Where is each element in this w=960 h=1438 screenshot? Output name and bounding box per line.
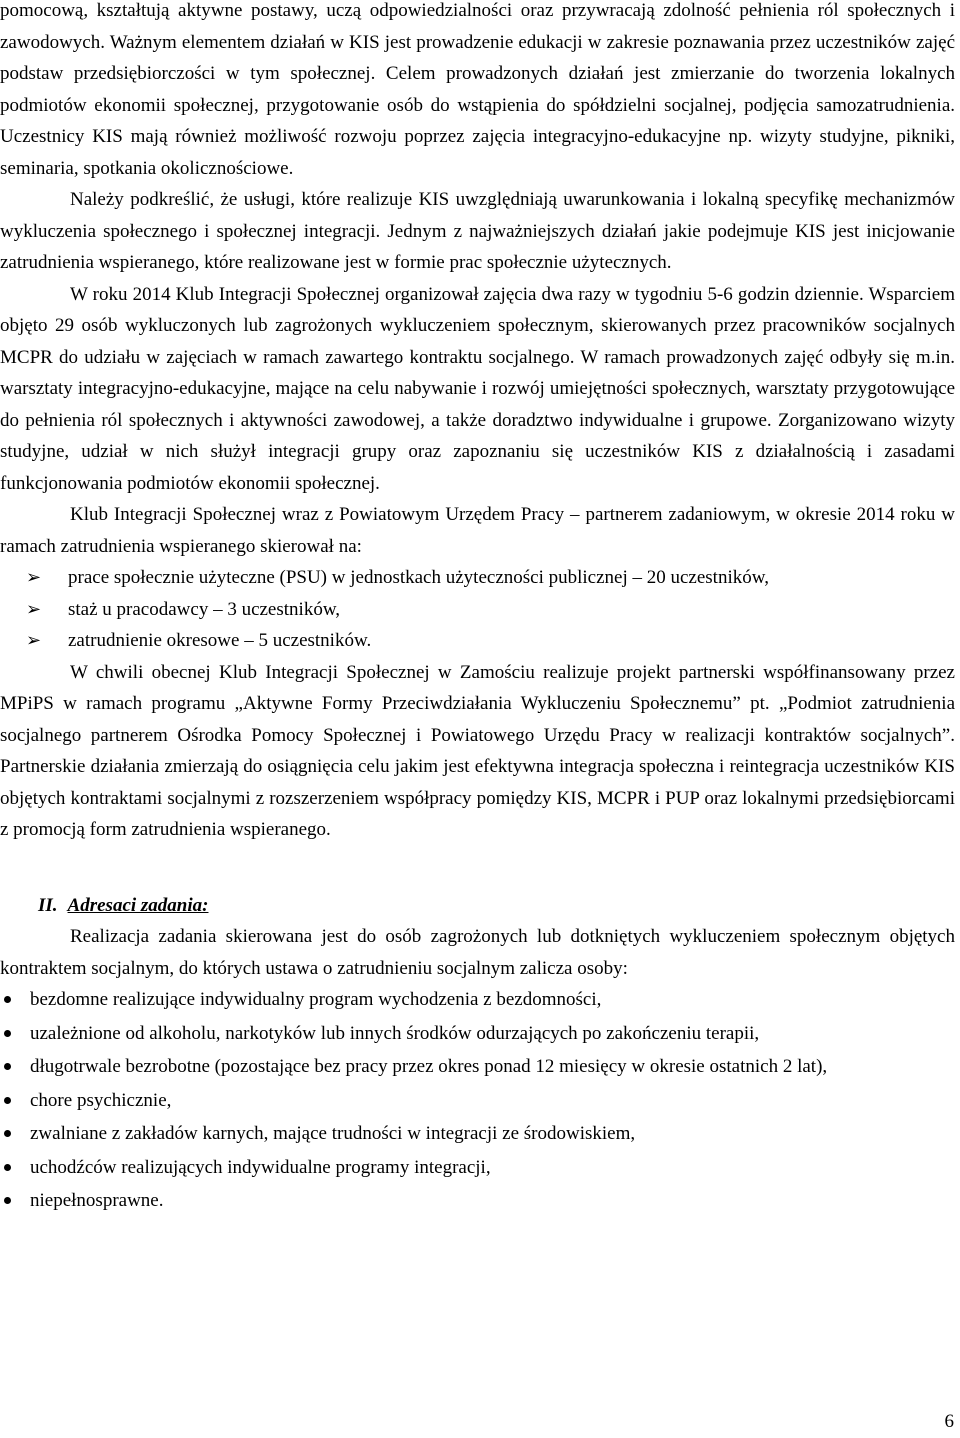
section-title: Adresaci zadania:	[67, 894, 209, 916]
referral-list	[0, 562, 955, 657]
target-group-list	[0, 984, 955, 1217]
arrow-bullet-icon: ➢	[26, 630, 42, 651]
page-number: 6	[944, 1411, 954, 1432]
bullet-dot-icon	[4, 1030, 11, 1037]
list-item: bezdomne realizujące indywidualny program wychodzenia z bezdomności,	[0, 984, 955, 1016]
paragraph-kis-activities: pomocową, kształtują aktywne postawy, uczą odpowiedzialności oraz przywracają zdolność pełnienia ról społecznych i zawodowych. Ważnym elementem działań w KIS jest prowadzenie edukacji w zakresie poznawania przez uczestników zajęć podstaw przedsiębiorczości w tym społecznej. Celem prowadzonych działań jest zmierzanie do tworzenia lokalnych podmiotów ekonomii społecznej, przygotowanie osób do wstąpienia do spółdzielni socjalnej, podjęcia samozatrudnienia. Uczestnicy KIS mają również możliwość rozwoju poprzez zajęcia integracyjno-edukacyjne np. wizyty studyjne, pikniki, seminaria, spotkania okolicznościowe.	[0, 0, 955, 179]
paragraph-partner-project: W chwili obecnej Klub Integracji Społecznej w Zamościu realizuje projekt partnerski współfinansowany przez MPiPS w ramach programu „Aktywne Formy Przeciwdziałania Wykluczeniu Społecznemu” pt. „Podmiot zatrudnienia socjalnego partnerem Ośrodka Pomocy Społecznej i Powiatowego Urzędu Pracy w realizacji kontraktów socjalnych”. Partnerskie działania zmierzają do osiągnięcia celu jakim jest efektywna integracja społeczna i reintegracja uczestników KIS objętych kontraktami socjalnymi z rozszerzeniem współpracy pomiędzy KIS, MCPR i PUP oraz lokalnymi przedsiębiorcami z promocją form zatrudnienia wspieranego.	[0, 661, 955, 840]
list-item: uzależnione od alkoholu, narkotyków lub innych środków odurzających po zakończeniu terapii,	[0, 1018, 955, 1050]
bullet-dot-icon	[4, 1063, 11, 1070]
list-item: ➢ zatrudnienie okresowe – 5 uczestników.	[0, 625, 955, 657]
bullet-dot-icon	[4, 1164, 11, 1171]
section-number: II.	[38, 894, 58, 916]
bullet-dot-icon	[4, 1097, 11, 1104]
bullet-dot-icon	[4, 996, 11, 1003]
paragraph-kis-services: Należy podkreślić, że usługi, które realizuje KIS uwzględniają uwarunkowania i lokalną specyfikę mechanizmów wykluczenia społecznego i społecznej integracji. Jednym z najważniejszych działań jakie podejmuje KIS jest inicjowanie zatrudnienia wspieranego, które realizowane jest w formie prac społecznie użytecznych.	[0, 189, 955, 273]
paragraph-kis-2014: W roku 2014 Klub Integracji Społecznej organizował zajęcia dwa razy w tygodniu 5-6 godzin dziennie. Wsparciem objęto 29 osób wykluczonych lub zagrożonych wykluczeniem społecznym, skierowanych przez pracowników socjalnych MCPR do udziału w zajęciach w ramach zawartego kontraktu socjalnego. W ramach prowadzonych zajęć odbyły się m.in. warsztaty integracyjno-edukacyjne, mające na celu nabywanie i rozwój umiejętności społecznych, warsztaty przygotowujące do pełnienia ról społecznych i aktywności zawodowej, a także doradztwo indywidualne i grupowe. Zorganizowano wizyty studyjne, udział w nich służył integracji grupy oraz zapoznaniu się uczestników KIS z działalnością i zasadami funkcjonowania podmiotów ekonomii społecznej.	[0, 283, 955, 494]
list-item: ➢ staż u pracodawcy – 3 uczestników,	[0, 594, 955, 626]
paragraph-target-group: Realizacja zadania skierowana jest do osób zagrożonych lub dotkniętych wykluczeniem społecznym objętych kontraktem socjalnym, do których ustawa o zatrudnieniu socjalnym zalicza osoby:	[0, 926, 955, 979]
bullet-dot-icon	[4, 1197, 11, 1204]
arrow-bullet-icon: ➢	[26, 567, 42, 588]
list-item: zwalniane z zakładów karnych, mające trudności w integracji ze środowiskiem,	[0, 1118, 955, 1150]
list-item: niepełnosprawne.	[0, 1185, 955, 1217]
list-item: uchodźców realizujących indywidualne programy integracji,	[0, 1152, 955, 1184]
section-heading	[0, 890, 955, 922]
paragraph-pup-partnership: Klub Integracji Społecznej wraz z Powiatowym Urzędem Pracy – partnerem zadaniowym, w okresie 2014 roku w ramach zatrudnienia wspieranego skierował na:	[0, 504, 955, 557]
list-item: długotrwale bezrobotne (pozostające bez pracy przez okres ponad 12 miesięcy w okresie ostatnich 2 lat),	[0, 1051, 955, 1083]
list-item: ➢ prace społecznie użyteczne (PSU) w jednostkach użyteczności publicznej – 20 uczestników,	[0, 562, 955, 594]
arrow-bullet-icon: ➢	[26, 598, 42, 620]
bullet-dot-icon	[4, 1130, 11, 1137]
list-item: chore psychicznie,	[0, 1085, 955, 1117]
